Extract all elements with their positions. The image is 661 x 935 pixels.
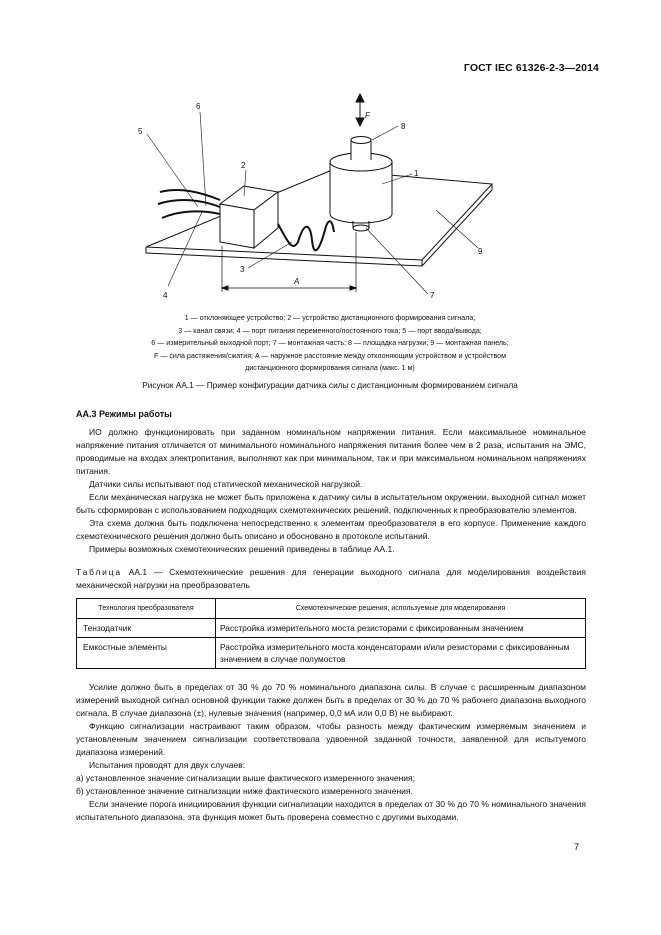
figure-label-1: 1 [414,169,419,178]
figure-label-8: 8 [401,122,406,131]
paragraph: Если значение порога инициирования функции сигнализации находится в пределах от 30 % до 70 % номинального значения испытательного диапазона, эта функция может быть проверена совместно с другими выходами. [76,799,586,822]
paragraph: Примеры возможных схемотехнических решений приведены в таблице АА.1. [89,544,395,554]
legend-line: 3 — канал связи; 4 — порт питания переменного/постоянного тока; 5 — порт ввода/вывода; [178,326,482,335]
table-row [77,619,586,638]
paragraph: Датчики силы испытывают под статической механической нагрузкой. [89,479,363,489]
table-row [77,638,586,669]
figure-label-9: 9 [478,247,483,256]
table-title [76,566,586,592]
figure-label-7: 7 [430,291,435,300]
paragraph: Если механическая нагрузка не может быть приложена к датчику силы в испытательном окружении, выходной сигнал может быть сформирован с использованием подходящих схемотехнических решений, подключенных к преобразователю элементов. [76,492,586,515]
standard-header: ГОСТ IEC 61326-2-3—2014 [463,62,599,74]
circuit-solutions-table [76,598,586,669]
figure-label-distance: A [294,277,300,286]
table-cell: Расстройка измерительного моста резисторами с фиксированным значением [216,619,586,638]
paragraph: Испытания проводят для двух случаев: [89,760,246,770]
legend-line: 6 — измерительный выходной порт; 7 — монтажная часть; 8 — площадка нагрузки; 9 — монтажная панель; [151,339,509,348]
legend-line: дистанционного формирования сигнала (макс. 1 м) [245,364,415,373]
table-title-word: Таблица [76,567,122,577]
paragraph: Эта схема должна быть подключена непосредственно к элементам преобразователя в его корпусе. Применение каждого схемотехнического решения должно быть описано и обосновано в протоколе испытаний. [76,518,586,541]
paragraph: Функцию сигнализации настраивают таким образом, чтобы разность между фактическим измеряемым значением и установленным значением сигнализации соответствовала удвоенной заданной точности, заявленной для испытуемого диапазона измерений. [76,721,586,757]
cable-6 [158,200,220,207]
table-header-cell: Схемотехнические решения, используемые для моделирования [216,599,586,619]
table-title-text: АА.1 — Схемотехнические решения для генерации выходного сигнала для моделирования воздействия механической нагрузки на преобразователь [76,567,586,590]
figure-caption: Рисунок АА.1 — Пример конфигурации датчика силы с дистанционным формированием сигнала [142,380,518,390]
figure-label-2: 2 [241,161,246,170]
figure-legend [85,312,575,375]
table-header-row [77,599,586,619]
force-sensor-figure [120,92,540,304]
paragraph: ИО должно функционировать при заданном номинальном напряжении питания. Если максимальное номинальное напряжение питания отличается от минимального номинального напряжения питания более чем в 2 раза, испытания на ЭМС, проводимые на входах электропитания, выполняют как при минимальном, так и при максимальном номинальном напряжениях питания. [76,427,586,476]
table-cell: Расстройка измерительного моста конденсаторами и/или резисторами с фиксированным значением в случае полумостов [216,638,586,669]
table-cell: Тензодатчик [77,619,216,638]
page-number: 7 [573,842,579,852]
section-title: АА.3 Режимы работы [76,409,172,419]
section-block [76,408,586,824]
legend-line: F — сила растяжения/сжатия; A — наружное расстояние между отклоняющим устройством и устройством [154,351,506,360]
figure-label-4: 4 [163,291,168,300]
cable-4 [162,211,220,218]
cable-5 [160,190,220,200]
paragraph: Усилие должно быть в пределах от 30 % до 70 % номинального диапазона силы. В случае с расширенным диапазоном измерений выходной сигнал основной функции также должен быть в пределах от 30 % до 70 % рабочего диапазона выходного сигнала. В случае диапазона (±), нулевые значения (например, 0,0 мА или 0,0 В) не выбирают. [76,682,586,718]
figure-label-6: 6 [196,102,201,111]
figure-label-force: F [365,111,370,120]
table-header-cell: Технология преобразователя [77,599,216,619]
list-item: б) установленное значение сигнализации ниже фактического измеренного значения. [76,786,413,796]
legend-line: 1 — отклоняющее устройство; 2 — устройство дистанционного формирования сигнала; [184,314,476,322]
list-item: а) установленное значение сигнализации выше фактического измеренного значения; [76,773,416,783]
figure-label-3: 3 [240,265,245,274]
table-cell: Емкостные элементы [77,638,216,669]
figure-label-5: 5 [138,127,143,136]
